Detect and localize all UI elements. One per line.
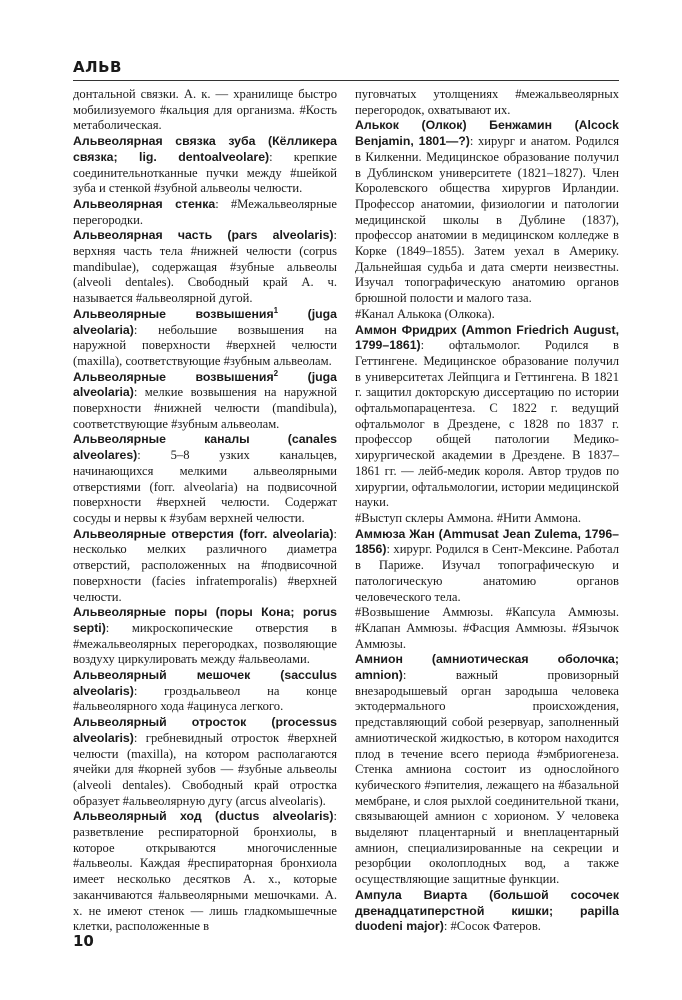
entry-body: : верхняя часть тела #нижней челюсти (corpus mandibulae), содержащая #зубные альвеолы (alveoli dentales). Свободный край А. ч. называется #альвеолярной дугой. bbox=[73, 228, 337, 306]
entry-term: Алькок (Олкок) Бенжамин (Alcock Benjamin, 1801—?) bbox=[355, 118, 619, 149]
entry bbox=[73, 197, 337, 228]
entry bbox=[73, 809, 337, 935]
entry-term: Альвеолярная связка зуба (Кёлликера связка; lig. dentoalveolare) bbox=[73, 134, 337, 164]
entry bbox=[73, 715, 337, 809]
entry-body: : несколько мелких различного диаметра отверстий, расположенных на #подвисочной поверхности (facies infratemporalis) #верхней челюсти. bbox=[73, 526, 337, 604]
entry-term: Альвеолярные поры (поры Кона; porus septi) bbox=[73, 605, 337, 635]
entry-term: Амнион (амниотическая оболочка; amnion) bbox=[355, 652, 619, 683]
entry-crossref: #Канал Алькока (Олкока). bbox=[355, 306, 495, 321]
entry bbox=[73, 134, 337, 197]
entry-body: : разветвление респираторной бронхиолы, в которое открываются многочисленные #альвеолы. Каждая #респираторная бронхиола имеет несколько десятков А. х., которые заканчиваются #альвеолярными мешочками. А. х. не имеют стенок — лишь гладкомышечные клетки, расположенные в bbox=[73, 809, 337, 934]
header-divider bbox=[73, 80, 619, 81]
entry-body: : гроздьальвеол на конце #альвеолярного хода #ацинуса легкого. bbox=[73, 683, 337, 714]
entry-superscript: 1 bbox=[273, 305, 279, 315]
entry bbox=[355, 652, 619, 888]
entry bbox=[355, 511, 619, 527]
entry bbox=[355, 118, 619, 306]
entry bbox=[73, 668, 337, 715]
entry-term: Альвеолярные возвышения bbox=[73, 369, 274, 384]
entry-body: : 5–8 узких канальцев, начинающихся мелкими альвеолярными отверстиями (forr. alveolaria) на подвисочной поверхности #верхней челюсти. Содержат сосуды и нервы к #зубам верхней челюсти. bbox=[73, 448, 337, 525]
entry-term: Альвеолярный отросток (processus alveolaris) bbox=[73, 715, 337, 745]
entry-term: Аммюза Жан (Ammusat Jean Zulema, 1796–1856) bbox=[355, 526, 619, 557]
entry-body: : #Сосок Фатеров. bbox=[443, 919, 541, 934]
entry-body: : микроскопические отверстия в #межальвеолярных перегородках, позволяющие воздуху циркулировать между #альвеолами. bbox=[73, 620, 337, 667]
right-column bbox=[355, 87, 619, 935]
entry-term: Ампула Виарта (большой сосочек двенадцатиперстной кишки; papilla duodeni major) bbox=[355, 887, 619, 934]
entry bbox=[73, 228, 337, 307]
entry-term: Альвеолярная стенка bbox=[73, 196, 216, 211]
entry-crossref: #Выступ склеры Аммона. #Нити Аммона. bbox=[355, 510, 582, 525]
entry bbox=[355, 888, 619, 935]
page-number: 10 bbox=[73, 932, 94, 950]
entry bbox=[73, 527, 337, 606]
entry bbox=[355, 307, 619, 323]
entry-body: : мелкие возвышения на наружной поверхности #нижней челюсти (mandibula), соответствующие #зубным альвеолам. bbox=[73, 385, 337, 431]
left-column bbox=[73, 87, 337, 935]
entry bbox=[73, 370, 337, 433]
entry bbox=[355, 605, 619, 652]
entry bbox=[355, 323, 619, 511]
entry-term: Альвеолярные каналы (canales alveolares) bbox=[73, 432, 337, 463]
entry-body: : офтальмолог. Родился в Геттингене. Медицинское образование получил в университетах Лейпцига и Геттингена. В 1821 г. защитил докторскую диссертацию по истории офтальмопарацентеза. С 1822 г. ведущий офтальмолог в Дрездене, с 1828 по 1837 г. профессор общей патологии Медико-хирургической академии в Дрездене. В 1837–1861 гг. — лейб-медик короля. Автор трудов по хирургии, офтальмологии, истории медицинской науки. bbox=[355, 338, 619, 510]
entry bbox=[73, 87, 337, 134]
entry-body: : хирург. Родился в Сент-Мексине. Работал в Париже. Изучал топографическую и патологическую анатомию органов человеческого тела. bbox=[355, 542, 619, 604]
entry-term-latin: (juga alveolaria) bbox=[73, 369, 338, 400]
entry-term: Альвеолярные возвышения bbox=[73, 306, 274, 321]
entry-body: : крепкие соединительнотканные пучки между #шейкой зуба и стенкой #зубной альвеолы челюсти. bbox=[73, 149, 338, 196]
entry-body: : хирург и анатом. Родился в Килкенни. Медицинское образование получил в Дублинском университете (1821–1827). Член Королевского общества хирургов Ирландии. Профессор анатомии, физиологии и патологии медицинской школы в Дублине (1837), профессор анатомии в медицинском колледже в Корке (1849–1855). Затем уехал в Америку. Дальнейшая судьба и дата смерти неизвестны. Изучал топографическую анатомию органов брюшной полости и малого таза. bbox=[355, 134, 619, 306]
entry-body: донтальной связки. А. к. — хранилище быстро мобилизуемого #кальция для организма. #Кость метаболическая. bbox=[73, 87, 337, 133]
entry-body: пуговчатых утолщениях #межальвеолярных перегородок, охватывают их. bbox=[355, 87, 619, 117]
entry-superscript: 2 bbox=[273, 368, 279, 378]
entry bbox=[355, 87, 619, 118]
entry-term-latin: (juga alveolaria) bbox=[73, 306, 338, 337]
entry-body: : #Межальвеолярные перегородки. bbox=[73, 196, 337, 227]
entry bbox=[73, 307, 337, 370]
running-header: АЛЬВ bbox=[73, 58, 122, 76]
entry-term: Альвеолярный мешочек (sacculus alveolaris) bbox=[73, 668, 337, 698]
entry-term: Альвеолярная часть (pars alveolaris) bbox=[73, 228, 334, 243]
entry-term: Альвеолярные отверстия (forr. alveolaria) bbox=[73, 526, 334, 541]
entry bbox=[355, 527, 619, 606]
entry-body: : важный провизорный внезародышевый орган зародыша человека эктодермального происхождения, представляющий собой резервуар, заполненный амниотической жидкостью, в котором находится плод в течение всего периода #эмбриогенеза. Стенка амниона состоит из однослойного кубического #эпителия, лежащего на #базальной мембране, и слоя рыхлой соединительной ткани, связывающей амнион с хорионом. У человека выделяют плацентарный и внеплацентарный амнион, специализированные на секреции и резорбции околоплодных вод, а также осуществляющие защитные функции. bbox=[355, 668, 619, 887]
entry-crossref: #Возвышение Аммюзы. #Капсула Аммюзы. #Клапан Аммюзы. #Фасция Аммюзы. #Язычок Аммюзы. bbox=[355, 605, 619, 651]
entry-term: Аммон Фридрих (Ammon Friedrich August, 1799–1861) bbox=[355, 322, 619, 353]
entry-term: Альвеолярный ход (ductus alveolaris) bbox=[73, 809, 334, 824]
entry-body: : небольшие возвышения на наружной поверхности #верхней челюсти (maxilla), соответствующие #зубным альвеолам. bbox=[73, 322, 337, 368]
entry bbox=[73, 605, 337, 668]
entry bbox=[73, 432, 337, 526]
entry-body: : гребневидный отросток #верхней челюсти (maxilla), на котором располагаются ячейки для #корней зубов — #зубные альвеолы (alveoli dentales). Свободный край отростка образует #альвеолярную дугу (arcus alveolaris). bbox=[73, 730, 337, 808]
